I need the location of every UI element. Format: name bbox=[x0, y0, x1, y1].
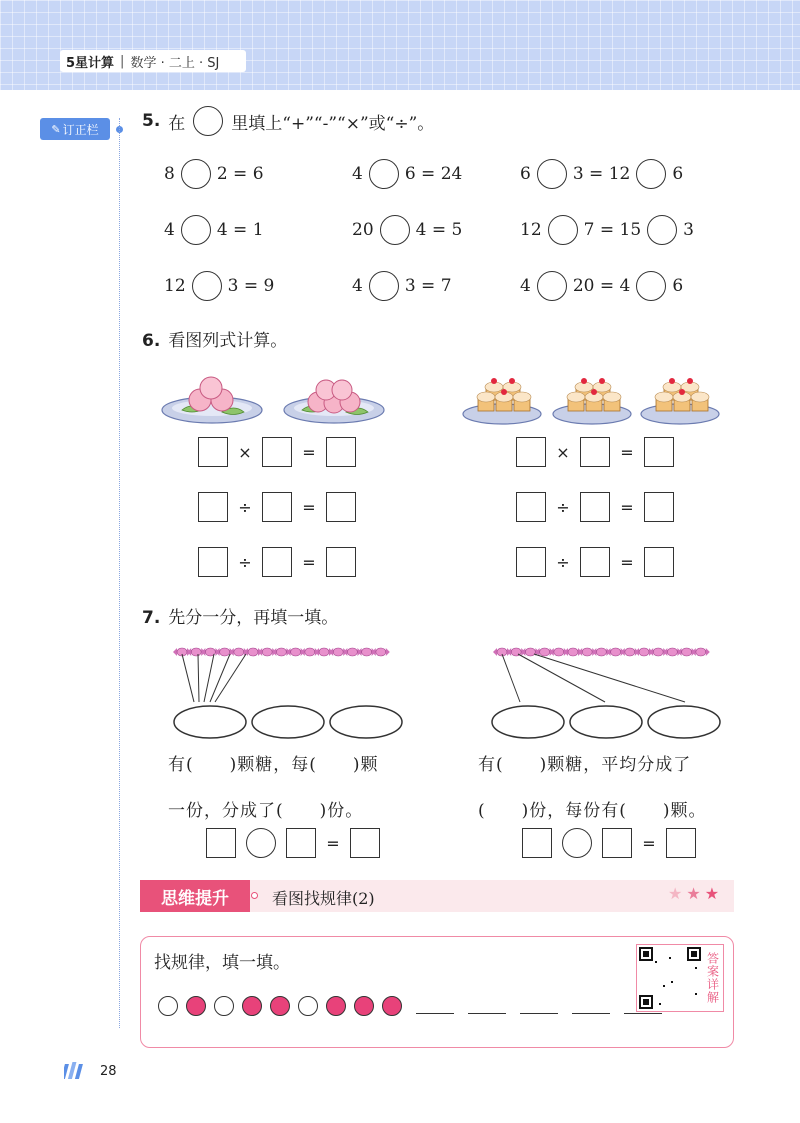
q6-equation bbox=[516, 492, 674, 522]
operator-circle[interactable] bbox=[192, 271, 222, 301]
margin-divider bbox=[119, 118, 120, 1028]
answer-box[interactable] bbox=[350, 828, 380, 858]
candy-icon bbox=[692, 648, 710, 656]
operand-result: 3 = 9 bbox=[227, 276, 275, 296]
operand-result: 4 = 5 bbox=[415, 220, 463, 240]
group-oval-right-1 bbox=[492, 706, 564, 738]
answer-box[interactable] bbox=[580, 492, 610, 522]
correction-column-tag bbox=[40, 118, 110, 140]
answer-box[interactable] bbox=[326, 492, 356, 522]
answer-box[interactable] bbox=[198, 437, 228, 467]
operand: 12 bbox=[520, 220, 542, 240]
q5-sample-circle bbox=[193, 106, 223, 136]
answer-box[interactable] bbox=[262, 547, 292, 577]
arrows-left bbox=[182, 654, 246, 702]
answer-blank[interactable] bbox=[520, 1013, 558, 1014]
top-header-band bbox=[0, 0, 800, 90]
answer-blank[interactable] bbox=[624, 1013, 662, 1014]
answer-box[interactable] bbox=[198, 547, 228, 577]
candy-icon bbox=[372, 648, 390, 656]
q5-title-before: 在 bbox=[168, 113, 186, 134]
operand: 6 bbox=[672, 276, 684, 296]
operator-sign: × bbox=[556, 442, 570, 462]
candy-row-right bbox=[493, 648, 710, 656]
operator-circle[interactable] bbox=[636, 271, 666, 301]
pattern-sequence bbox=[158, 996, 662, 1016]
section-subtitle: 看图找规律(2) bbox=[272, 889, 375, 908]
pencil-icon: ✎ bbox=[51, 122, 61, 136]
q5-equation bbox=[164, 215, 264, 245]
operator-sign: ÷ bbox=[238, 552, 252, 572]
filled-circle bbox=[354, 996, 374, 1016]
equals-sign: = bbox=[620, 497, 634, 517]
operand: 4 bbox=[520, 276, 531, 296]
answer-box[interactable] bbox=[198, 492, 228, 522]
equals-sign: = bbox=[302, 552, 316, 572]
answer-box[interactable] bbox=[206, 828, 236, 858]
cupcake-plate-2 bbox=[553, 378, 631, 424]
answer-box[interactable] bbox=[262, 492, 292, 522]
operator-circle[interactable] bbox=[537, 159, 567, 189]
answer-box[interactable] bbox=[580, 547, 610, 577]
operand: 20 bbox=[352, 220, 374, 240]
q6-equation bbox=[516, 437, 674, 467]
group-oval-right-2 bbox=[570, 706, 642, 738]
filled-circle bbox=[382, 996, 402, 1016]
q5-equation bbox=[164, 271, 274, 301]
answer-box[interactable] bbox=[644, 547, 674, 577]
answer-box[interactable] bbox=[262, 437, 292, 467]
answer-qr-block[interactable] bbox=[636, 944, 724, 1012]
operand-result: 3 = 7 bbox=[404, 276, 452, 296]
operator-circle[interactable] bbox=[636, 159, 666, 189]
answer-box[interactable] bbox=[286, 828, 316, 858]
answer-box[interactable] bbox=[326, 437, 356, 467]
page-number: 28 bbox=[100, 1064, 117, 1079]
peach-plate-right bbox=[284, 380, 384, 423]
book-subtitle: 数学 · 二上 · SJ bbox=[130, 55, 220, 71]
cupcake-plate-1 bbox=[463, 378, 541, 424]
section-label: 思维提升 bbox=[140, 880, 250, 912]
star-icon: ★ bbox=[686, 884, 705, 903]
qr-label: 答案详解 bbox=[705, 952, 720, 1004]
q5-title bbox=[142, 106, 434, 136]
page-number-decoration bbox=[64, 1060, 98, 1080]
q7-right-equation bbox=[522, 828, 696, 858]
q7-number: 7. bbox=[142, 608, 161, 628]
candy-row-left bbox=[173, 648, 390, 656]
operand: 8 bbox=[164, 164, 175, 184]
answer-box[interactable] bbox=[602, 828, 632, 858]
peach-plate-left bbox=[162, 377, 262, 423]
answer-box[interactable] bbox=[522, 828, 552, 858]
q5-equation bbox=[352, 159, 462, 189]
group-oval-left-2 bbox=[252, 706, 324, 738]
q7-right-line2: ( )份，每份有( )颗。 bbox=[478, 801, 707, 821]
q5-equation bbox=[352, 215, 462, 245]
qr-code-icon bbox=[637, 945, 703, 1011]
operator-circle[interactable] bbox=[181, 159, 211, 189]
filled-circle bbox=[270, 996, 290, 1016]
operand: 6 bbox=[672, 164, 684, 184]
filled-circle bbox=[326, 996, 346, 1016]
q7-left-equation bbox=[206, 828, 380, 858]
q5-equation bbox=[520, 271, 683, 301]
empty-circle bbox=[298, 996, 318, 1016]
group-oval-left-3 bbox=[330, 706, 402, 738]
star-icon: ★ bbox=[668, 884, 687, 903]
operand-result: 7 = 15 bbox=[583, 220, 642, 240]
operand-result: 20 = 4 bbox=[572, 276, 631, 296]
cupcake-plates-illustration bbox=[462, 368, 722, 428]
group-oval-left-1 bbox=[174, 706, 246, 738]
operator-circle[interactable] bbox=[380, 215, 410, 245]
operand-result: 6 = 24 bbox=[404, 164, 463, 184]
q6-equation bbox=[198, 492, 356, 522]
operand: 4 bbox=[352, 276, 363, 296]
operator-circle[interactable] bbox=[562, 828, 592, 858]
star-icon: ★ bbox=[704, 884, 724, 903]
q6-equation bbox=[516, 547, 674, 577]
section-connector-dot bbox=[251, 892, 258, 899]
empty-circle bbox=[158, 996, 178, 1016]
q5-equation bbox=[520, 159, 683, 189]
answer-blank[interactable] bbox=[572, 1013, 610, 1014]
book-brand: 5星计算 bbox=[66, 55, 115, 71]
operand: 6 bbox=[520, 164, 531, 184]
q5-title-after: 里填上“+”“-”“×”或“÷”。 bbox=[231, 113, 435, 134]
q7-title-text: 先分一分，再填一填。 bbox=[168, 608, 339, 628]
q6-number: 6. bbox=[142, 331, 161, 351]
book-header bbox=[60, 50, 246, 72]
answer-blank[interactable] bbox=[416, 1013, 454, 1014]
operand: 4 bbox=[164, 220, 175, 240]
operand-result: 2 = 6 bbox=[216, 164, 264, 184]
answer-box[interactable] bbox=[516, 437, 546, 467]
filled-circle bbox=[242, 996, 262, 1016]
operator-circle[interactable] bbox=[246, 828, 276, 858]
arrows-right bbox=[502, 654, 685, 702]
q7-left-line1: 有( )颗糖，每( )颗 bbox=[168, 755, 379, 775]
q6-title-text: 看图列式计算。 bbox=[168, 331, 288, 351]
difficulty-stars bbox=[668, 884, 723, 903]
answer-blank[interactable] bbox=[468, 1013, 506, 1014]
answer-box[interactable] bbox=[666, 828, 696, 858]
operator-circle[interactable] bbox=[647, 215, 677, 245]
q7-title bbox=[142, 603, 338, 628]
q7-right-line1: 有( )颗糖，平均分成了 bbox=[478, 755, 692, 775]
operand: 12 bbox=[164, 276, 186, 296]
operand: 3 bbox=[683, 220, 694, 240]
group-oval-right-3 bbox=[648, 706, 720, 738]
equals-sign: = bbox=[302, 497, 316, 517]
empty-circle bbox=[214, 996, 234, 1016]
peach-plates-illustration bbox=[160, 370, 390, 428]
q5-equation bbox=[164, 159, 264, 189]
equals-sign: = bbox=[326, 833, 340, 853]
answer-box[interactable] bbox=[326, 547, 356, 577]
q5-number: 5. bbox=[142, 111, 161, 131]
correction-label: 订正栏 bbox=[62, 122, 99, 137]
operand-result: 3 = 12 bbox=[572, 164, 631, 184]
answer-box[interactable] bbox=[644, 492, 674, 522]
answer-box[interactable] bbox=[516, 492, 546, 522]
operator-sign: ÷ bbox=[556, 497, 570, 517]
q5-equation bbox=[352, 271, 452, 301]
cupcake-plate-3 bbox=[641, 378, 719, 424]
operator-circle[interactable] bbox=[548, 215, 578, 245]
operator-circle[interactable] bbox=[181, 215, 211, 245]
answer-box[interactable] bbox=[580, 437, 610, 467]
q7-left-line2: 一份，分成了( )份。 bbox=[168, 801, 364, 821]
header-separator: | bbox=[120, 53, 125, 69]
operator-circle[interactable] bbox=[369, 159, 399, 189]
answer-box[interactable] bbox=[516, 547, 546, 577]
operator-sign: × bbox=[238, 442, 252, 462]
equals-sign: = bbox=[620, 552, 634, 572]
equals-sign: = bbox=[302, 442, 316, 462]
answer-box[interactable] bbox=[644, 437, 674, 467]
operator-sign: ÷ bbox=[238, 497, 252, 517]
equals-sign: = bbox=[642, 833, 656, 853]
filled-circle bbox=[186, 996, 206, 1016]
q5-equation bbox=[520, 215, 694, 245]
q6-equation bbox=[198, 547, 356, 577]
operator-circle[interactable] bbox=[537, 271, 567, 301]
candy-grouping-illustration bbox=[170, 644, 730, 744]
operand: 4 bbox=[352, 164, 363, 184]
q6-equation bbox=[198, 437, 356, 467]
equals-sign: = bbox=[620, 442, 634, 462]
pattern-title: 找规律，填一填。 bbox=[154, 953, 290, 973]
operator-circle[interactable] bbox=[369, 271, 399, 301]
operator-sign: ÷ bbox=[556, 552, 570, 572]
operand-result: 4 = 1 bbox=[216, 220, 264, 240]
q6-title bbox=[142, 326, 287, 351]
